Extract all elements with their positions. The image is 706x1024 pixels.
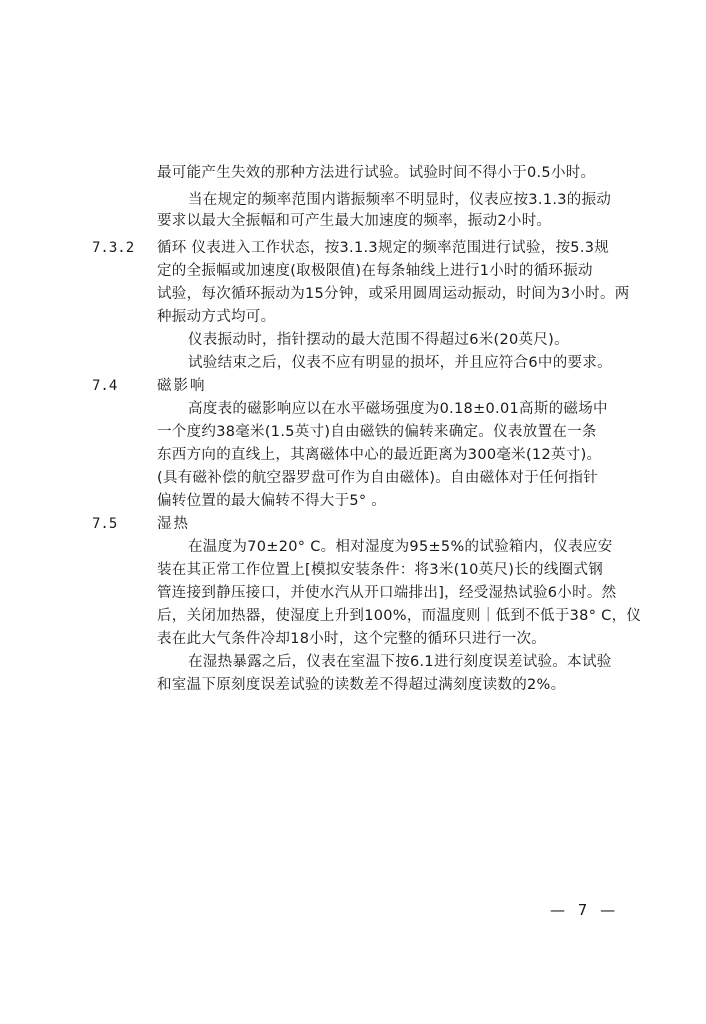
section-heading-damp-heat: 湿热	[157, 516, 190, 532]
s74-line-1: 高度表的磁影响应以在水平磁场强度为0.18±0.01高斯的磁场中	[188, 401, 608, 417]
s75-line-5: 表在此大气条件冷却18小时，这个完整的循环只进行一次。	[157, 631, 547, 647]
s75-line-4: 后，关闭加热器，使湿度上升到100%，而温度则｜低到不低于38° C，仪	[157, 608, 642, 624]
s75-line-6: 在湿热暴露之后，仪表在室温下按6.1进行刻度误差试验。本试验	[188, 654, 612, 670]
s74-line-2: 一个度约38毫米(1.5英寸)自由磁铁的偏转来确定。仪表放置在一条	[157, 424, 597, 440]
s75-line-1: 在温度为70±20° C。相对湿度为95±5%的试验箱内，仪表应安	[188, 539, 613, 555]
intro-line-1: 最可能产生失效的那种方法进行试验。试验时间不得小于0.5小时。	[157, 165, 596, 181]
page-number: — 7 —	[550, 901, 620, 919]
s732-line-4: 种振动方式均可。	[157, 309, 276, 325]
s75-line-2: 装在其正常工作位置上[模拟安装条件：将3米(10英尺)长的线圈式钢	[157, 562, 604, 578]
intro-para2-line-1: 当在规定的频率范围内谐振频率不明显时，仪表应按3.1.3的振动	[188, 192, 612, 208]
s75-line-7: 和室温下原刻度误差试验的读数差不得超过满刻度读数的2%。	[157, 677, 566, 693]
section-heading-magnetic: 磁影响	[157, 378, 207, 394]
s732-line-6: 试验结束之后，仪表不应有明显的损坏，并且应符合6中的要求。	[188, 355, 612, 371]
intro-para2-line-2: 要求以最大全振幅和可产生最大加速度的频率，振动2小时。	[157, 213, 552, 229]
s732-line-5: 仪表振动时，指针摆动的最大范围不得超过6米(20英尺)。	[188, 332, 569, 348]
s75-line-3: 管连接到静压接口，并使水汽从开口端排出]，经受湿热试验6小时。然	[157, 585, 617, 601]
s74-line-5: 偏转位置的最大偏转不得大于5° 。	[157, 493, 387, 509]
s74-line-3: 东西方向的直线上，其离磁体中心的最近距离为300毫米(12英寸)。	[157, 447, 602, 463]
section-number-7-5: 7.5	[92, 516, 118, 532]
s732-line-3: 试验，每次循环振动为15分钟，或采用圆周运动振动，时间为3小时。两	[157, 286, 630, 302]
section-number-7-3-2: 7.3.2	[92, 240, 135, 256]
s732-line-2: 定的全振幅或加速度(取极限值)在每条轴线上进行1小时的循环振动	[157, 263, 593, 279]
section-number-7-4: 7.4	[92, 378, 118, 394]
s74-line-4: (具有磁补偿的航空器罗盘可作为自由磁体)。自由磁体对于任何指针	[157, 470, 599, 486]
s732-line-1: 循环 仪表进入工作状态，按3.1.3规定的频率范围进行试验，按5.3规	[157, 240, 610, 256]
